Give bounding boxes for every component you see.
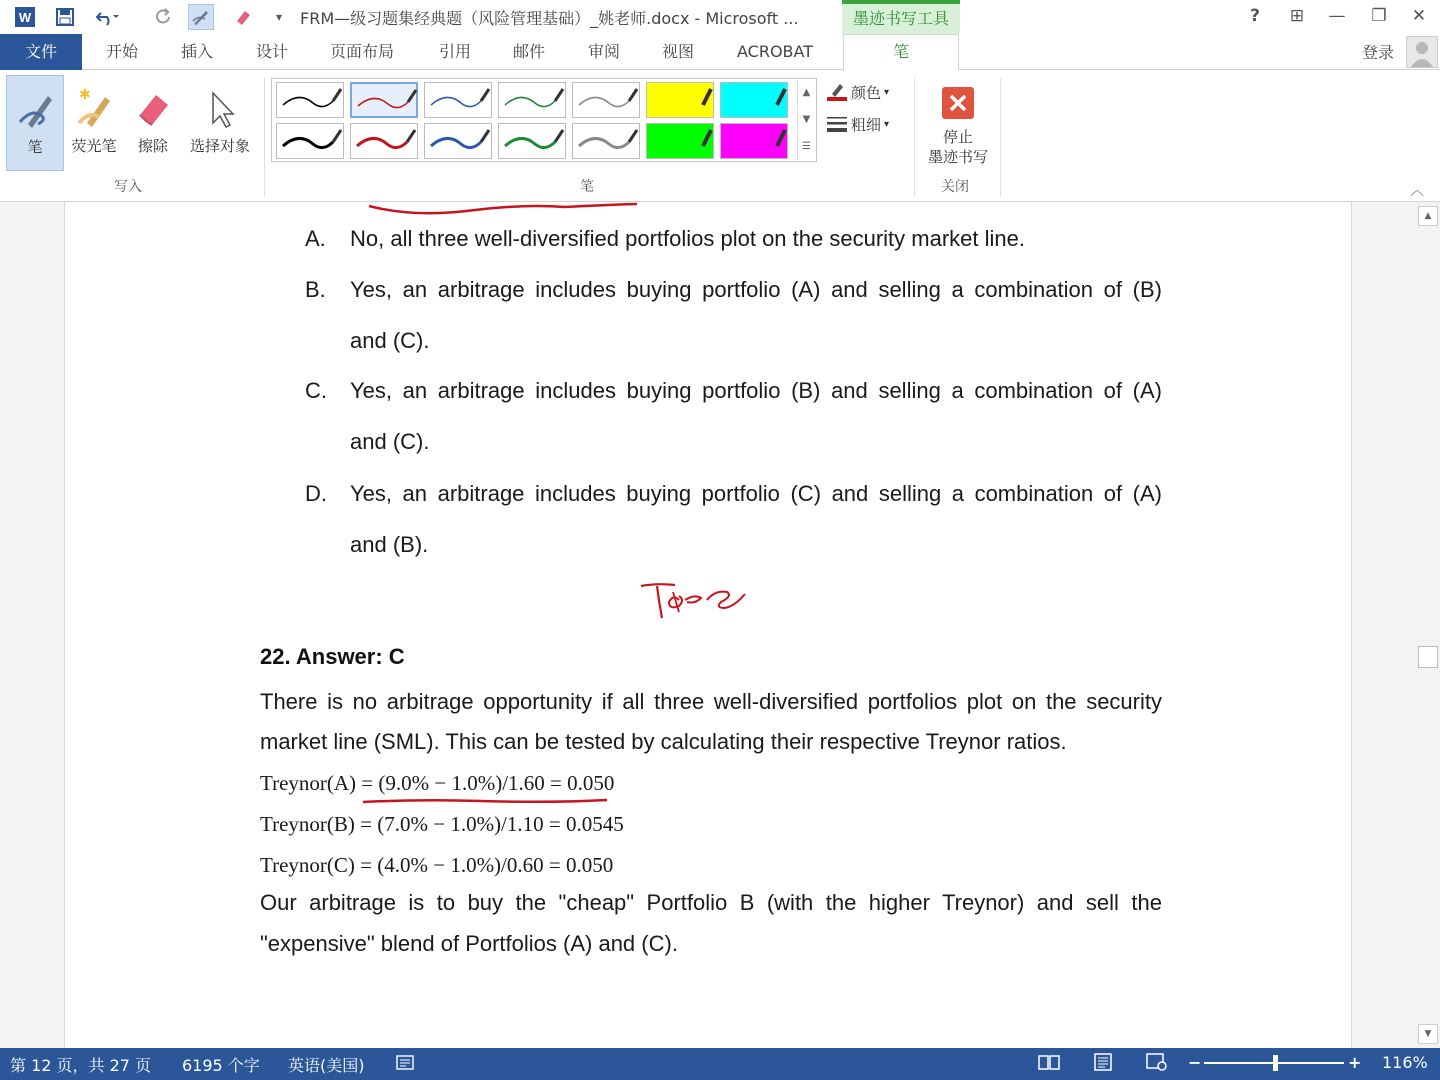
option-text: No, all three well-diversified portfolios plot on the security market line. [350, 226, 1025, 251]
pen-swatch[interactable] [572, 82, 640, 118]
formula-treynor-c: Treynor(C) = (4.0% − 1.0%)/0.60 = 0.050 [260, 853, 614, 877]
print-layout-icon[interactable] [1092, 1053, 1114, 1075]
select-objects-label: 选择对象 [189, 137, 250, 155]
eraser-qat-icon[interactable] [230, 4, 256, 30]
tab-view[interactable]: 视图 [662, 42, 695, 61]
word-logo-icon [12, 4, 38, 30]
redo-icon[interactable] [150, 4, 176, 30]
pen-mode-icon[interactable] [188, 4, 214, 30]
gallery-scroll-up-icon[interactable]: ▲ [797, 80, 815, 106]
tab-design[interactable]: 设计 [256, 42, 289, 61]
eraser-icon [126, 75, 180, 131]
highlighter-swatch[interactable] [646, 123, 714, 159]
pen-swatch[interactable] [498, 82, 566, 118]
stop-inking-label-line2: 墨迹书写 [927, 148, 988, 166]
help-icon[interactable]: ? [1250, 6, 1260, 26]
ribbon-tabs [0, 34, 1440, 70]
highlighter-icon [66, 75, 122, 131]
explanation-line-2: market line (SML). This can be tested by calculating their respective Treynor ratios. [260, 729, 1067, 754]
ink-underline-stroke [365, 202, 645, 218]
sign-in-link[interactable]: 登录 [1362, 43, 1395, 62]
pen-gallery [271, 78, 817, 162]
group-divider [264, 78, 265, 196]
eraser-label: 擦除 [137, 137, 168, 155]
stop-inking-button[interactable] [918, 75, 998, 171]
pen-label: 笔 [27, 138, 43, 156]
status-bar [0, 1048, 1440, 1080]
tab-pen[interactable]: 笔 [843, 34, 959, 71]
option-d-continuation [65, 532, 1165, 562]
avatar[interactable] [1406, 36, 1438, 68]
restore-icon[interactable]: ❐ [1371, 6, 1387, 26]
option-a [65, 226, 1165, 256]
zoom-in-icon[interactable]: + [1348, 1053, 1362, 1072]
tab-review[interactable]: 审阅 [588, 42, 621, 61]
option-c-continuation [65, 429, 1165, 459]
minimize-icon[interactable]: — [1328, 6, 1346, 26]
document-area [0, 202, 1440, 1048]
pen-swatch[interactable] [276, 123, 344, 159]
tab-page-layout[interactable]: 页面布局 [330, 42, 395, 61]
pen-swatch[interactable] [572, 123, 640, 159]
option-b [65, 277, 1165, 307]
pen-color-icon [826, 82, 848, 102]
close-icon[interactable]: ✕ [1411, 6, 1427, 26]
pen-icon [7, 76, 63, 132]
group-divider [1000, 78, 1001, 196]
scroll-down-icon[interactable]: ▼ [1418, 1024, 1438, 1044]
option-letter: C. [305, 378, 327, 403]
zoom-slider-thumb[interactable] [1273, 1055, 1278, 1071]
option-c [65, 378, 1165, 408]
ink-formula-underline [361, 798, 611, 806]
option-b-continuation [65, 328, 1165, 358]
eraser-button[interactable] [126, 75, 180, 171]
option-text: Yes, an arbitrage includes buying portfolio (C) and selling a combination of (A) [350, 481, 1162, 506]
pen-swatch[interactable] [350, 123, 418, 159]
option-letter: B. [305, 277, 326, 302]
ribbon-display-icon[interactable]: ⊞ [1289, 6, 1305, 26]
pen-swatch[interactable] [276, 82, 344, 118]
svg-text:W: W [18, 10, 32, 25]
pens-group-label: 笔 [580, 179, 594, 195]
conclusion-line-1: Our arbitrage is to buy the "cheap" Portfolio B (with the higher Treynor) and sell the [260, 890, 1162, 915]
scroll-thumb[interactable] [1418, 646, 1438, 668]
highlighter-swatch[interactable] [720, 82, 788, 118]
undo-icon[interactable] [94, 4, 120, 30]
tab-acrobat[interactable]: ACROBAT [737, 42, 813, 61]
highlighter-swatch[interactable] [720, 123, 788, 159]
option-text: Yes, an arbitrage includes buying portfolio (B) and selling a combination of (A) [350, 378, 1162, 403]
option-letter: A. [305, 226, 326, 251]
pen-thickness-label: 粗细 [851, 115, 882, 134]
cursor-arrow-icon [182, 75, 258, 131]
pen-thickness-button[interactable] [826, 112, 889, 136]
customize-qat-icon[interactable]: ▾ [275, 10, 283, 24]
scroll-up-icon[interactable]: ▲ [1418, 206, 1438, 226]
svg-text:✱: ✱ [79, 87, 91, 103]
tab-references[interactable]: 引用 [439, 42, 472, 61]
highlighter-label: 荧光笔 [71, 137, 117, 155]
read-mode-icon[interactable] [1038, 1053, 1060, 1075]
option-text: Yes, an arbitrage includes buying portfolio (A) and selling a combination of (B) [350, 277, 1162, 302]
pen-swatch[interactable] [498, 123, 566, 159]
gallery-more-icon[interactable]: ☰ [797, 134, 815, 160]
pen-swatch[interactable] [424, 123, 492, 159]
formula-treynor-b: Treynor(B) = (7.0% − 1.0%)/1.10 = 0.0545 [260, 812, 624, 836]
tab-insert[interactable]: 插入 [181, 42, 214, 61]
zoom-out-icon[interactable]: − [1188, 1053, 1202, 1072]
tab-home[interactable]: 开始 [106, 42, 139, 61]
answer-heading: 22. Answer: C [260, 644, 405, 669]
pen-color-button[interactable] [826, 80, 889, 104]
highlighter-swatch[interactable] [646, 82, 714, 118]
explanation-line-1: There is no arbitrage opportunity if all three well-diversified portfolios plot on the security [260, 689, 1162, 714]
collapse-ribbon-icon[interactable]: ︿ [1410, 183, 1424, 199]
document-page[interactable] [64, 202, 1352, 1048]
page-count[interactable]: 第 12 页，共 27 页 [10, 1056, 152, 1075]
zoom-level[interactable]: 116% [1382, 1053, 1428, 1072]
conclusion-line-2: "expensive" blend of Portfolios (A) and (C). [260, 931, 678, 956]
ribbon-pen [0, 70, 1440, 202]
write-group-label: 写入 [114, 179, 142, 195]
pen-color-label: 颜色 [851, 83, 882, 102]
chevron-down-icon: ▾ [884, 86, 890, 98]
option-letter: D. [305, 481, 327, 506]
highlighter-button[interactable] [66, 75, 122, 171]
ink-tools-context-tab: 墨迹书写工具 [842, 0, 960, 34]
stop-inking-icon [918, 75, 998, 121]
option-text-cont: and (C). [350, 328, 430, 353]
stop-inking-label-line1: 停止 [942, 128, 973, 146]
ink-handwriting-annotation [635, 574, 755, 624]
macro-record-icon[interactable] [396, 1053, 414, 1075]
tab-mailings[interactable]: 邮件 [513, 42, 546, 61]
web-layout-icon[interactable] [1146, 1053, 1168, 1075]
language[interactable]: 英语(美国) [288, 1056, 365, 1075]
vertical-scrollbar[interactable] [1416, 202, 1440, 1048]
pen-swatch-selected[interactable] [350, 82, 418, 118]
close-group-label: 关闭 [941, 179, 969, 195]
gallery-scroll-down-icon[interactable]: ▼ [797, 107, 815, 133]
thickness-icon [826, 114, 848, 134]
option-text-cont: and (C). [350, 429, 430, 454]
window-title: FRM—级习题集经典题（风险管理基础）_姚老师.docx - Microsoft ... [300, 9, 799, 28]
group-divider [914, 78, 915, 196]
select-objects-button[interactable] [182, 75, 258, 171]
pen-swatch[interactable] [424, 82, 492, 118]
pen-button[interactable] [6, 75, 64, 171]
formula-treynor-a: Treynor(A) = (9.0% − 1.0%)/1.60 = 0.050 [260, 771, 615, 795]
tab-file[interactable]: 文件 [0, 34, 82, 70]
option-d [65, 481, 1165, 511]
title-bar [0, 0, 1440, 34]
chevron-down-icon: ▾ [884, 118, 890, 130]
option-text-cont: and (B). [350, 532, 429, 557]
save-icon[interactable] [52, 4, 78, 30]
word-count[interactable]: 6195 个字 [182, 1056, 260, 1075]
